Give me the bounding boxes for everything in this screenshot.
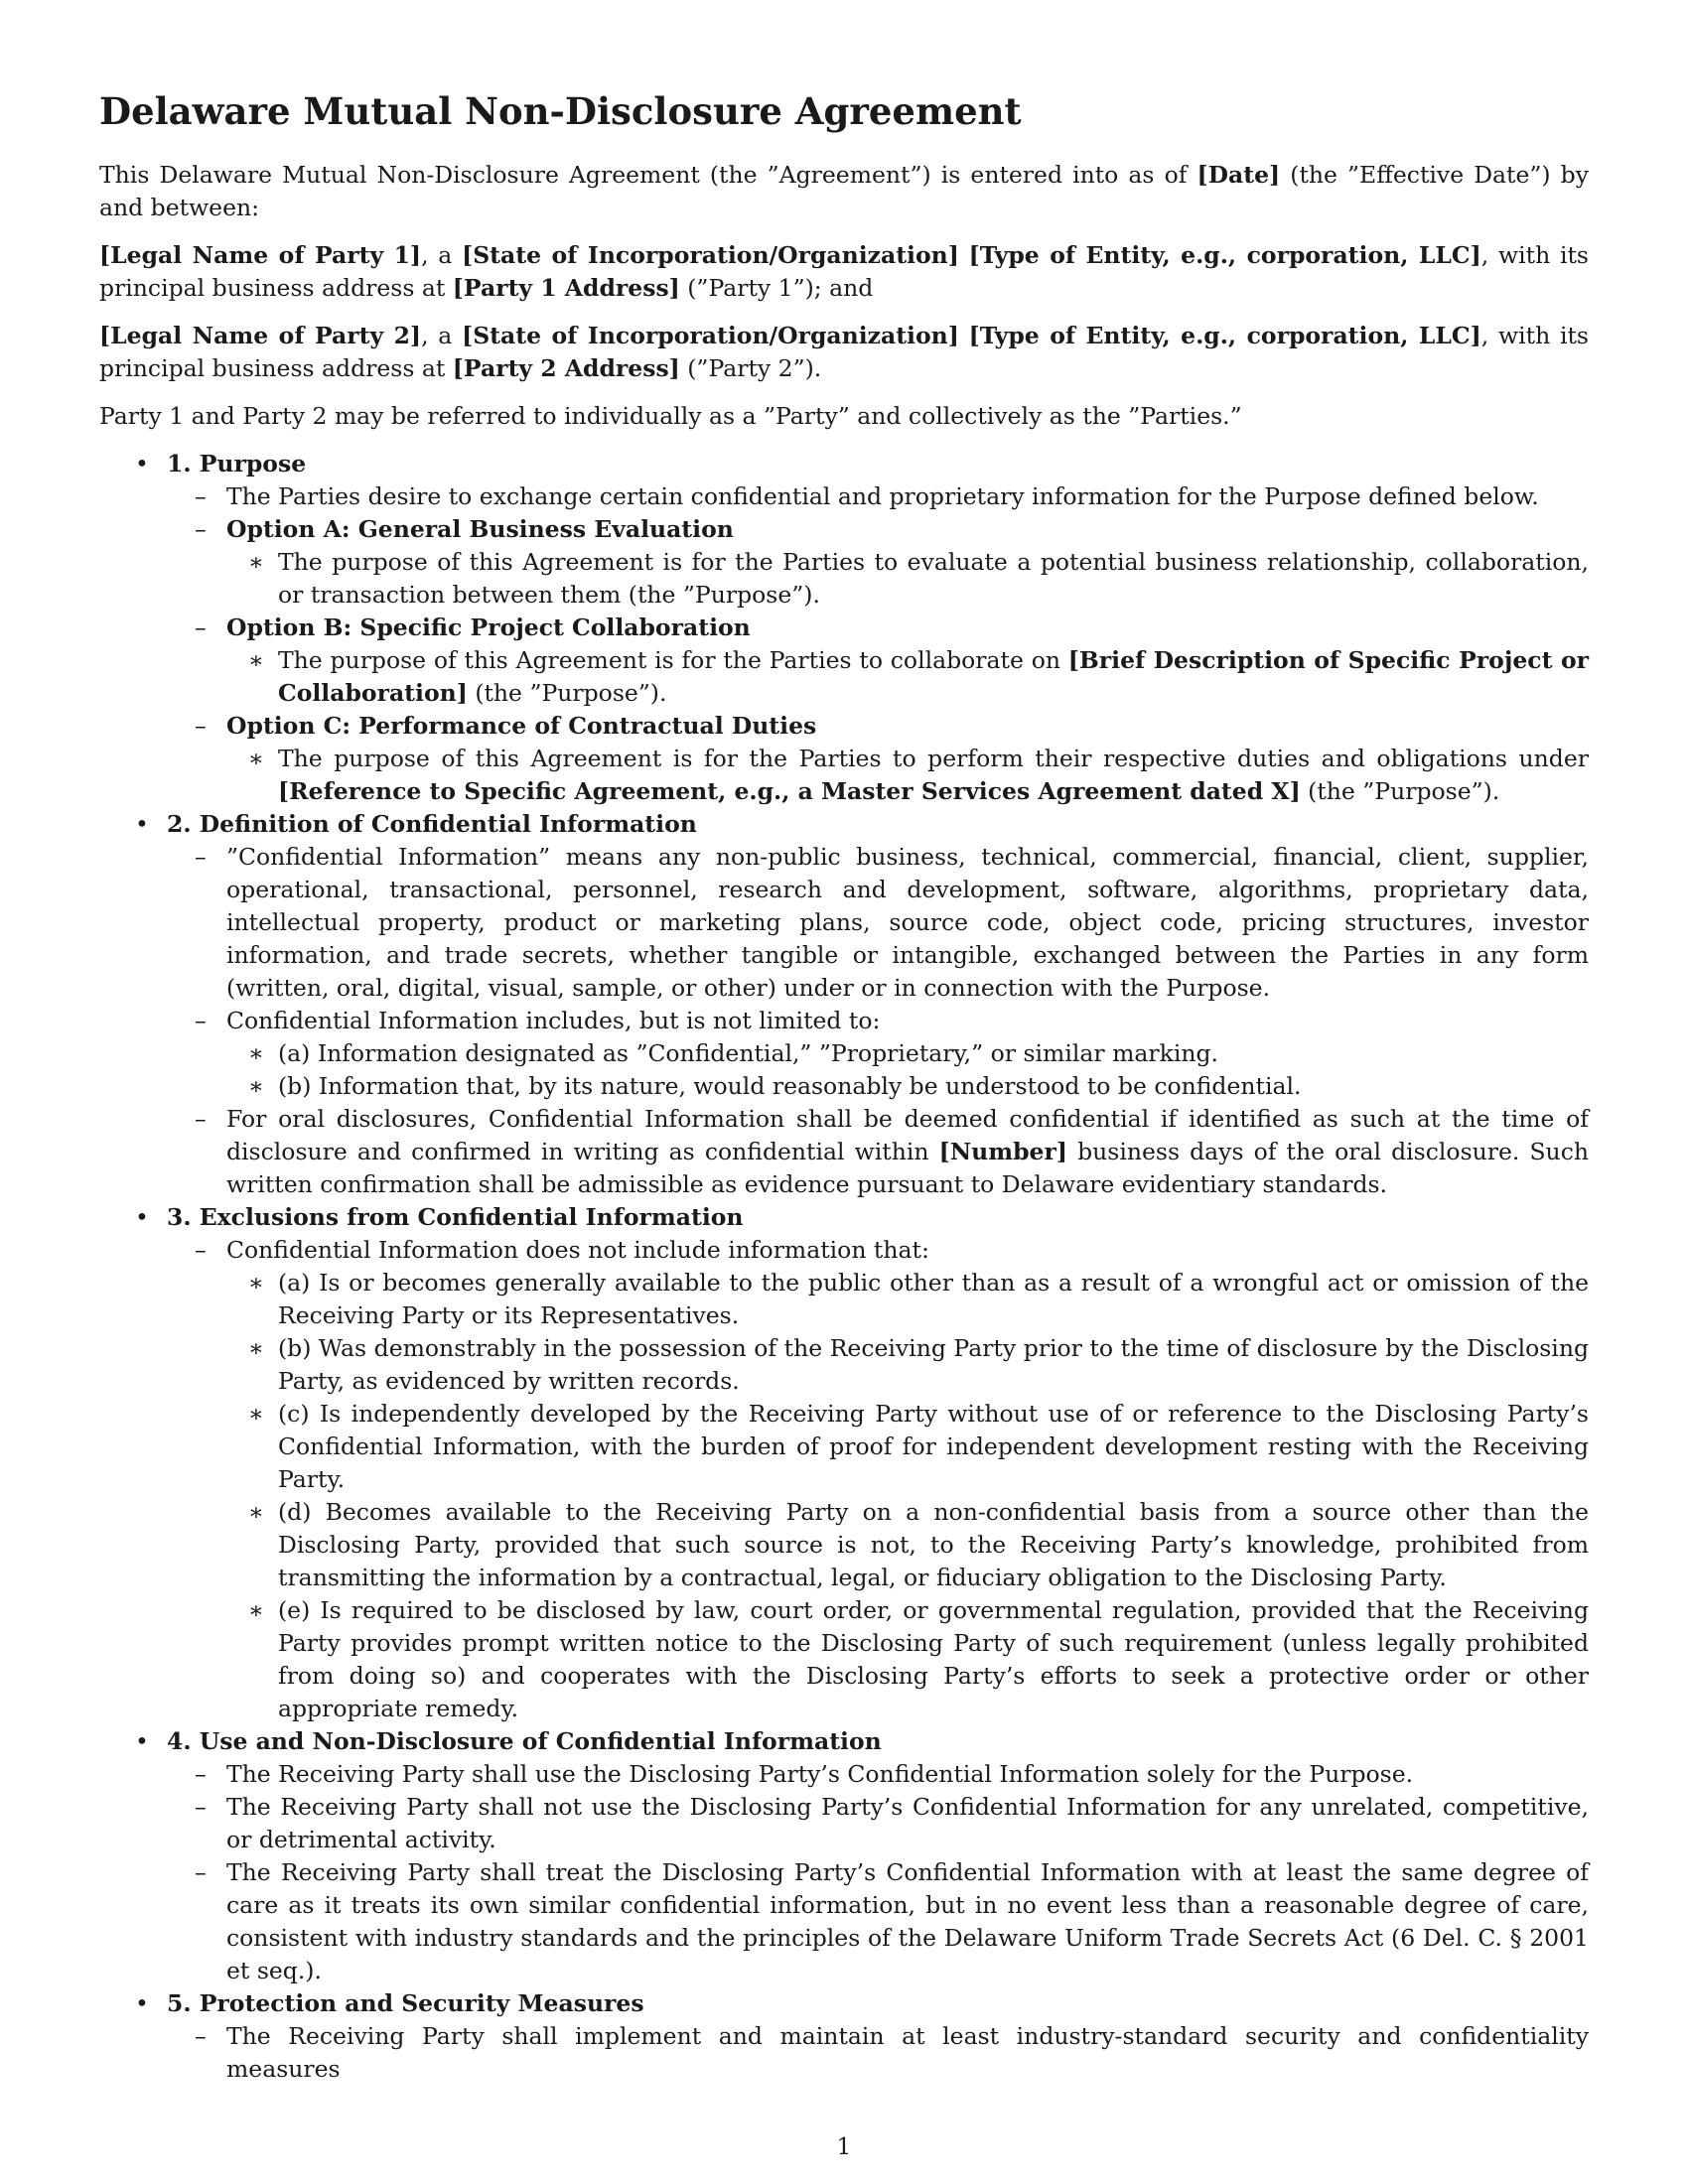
option-a-heading: Option A: General Business Evaluation [226,515,734,543]
party-1-address-placeholder: [Party 1 Address] [452,274,680,302]
effective-date-placeholder: [Date] [1196,161,1281,189]
list-item: ∗ (a) Information designated as ”Confidential,” ”Proprietary,” or similar marking. [99,1037,1589,1070]
dash-marker: – [195,614,207,641]
section-3-heading: 3. Exclusions from Confidential Information [167,1203,744,1231]
dash-marker: – [195,712,207,740]
star-marker: ∗ [248,1334,264,1362]
section-2 [99,808,1589,841]
party-2-paragraph: [Legal Name of Party 2], a [State of Incorporation/Organization] [Type of Entity, e.g., corporation, LLC], with its principal business address at [Party 2 Address] (”Party 2”). [99,322,1589,382]
dash-marker: – [195,515,207,543]
star-marker: ∗ [248,1596,264,1624]
list-item: ∗ (b) Information that, by its nature, would reasonably be understood to be confidential. [99,1070,1589,1103]
list-item: – The Receiving Party shall treat the Disclosing Party’s Confidential Information with at least the same degree of care as it treats its own similar confidential information, but in no event less than a reasonable degree of care, consistent with industry standards and the principles of the Delaware Uniform Trade Secrets Act (6 Del. C. § 2001 et seq.). [195,1858,1589,1984]
star-marker: ∗ [248,1269,264,1297]
bullet-marker: • [135,1727,149,1755]
dash-marker: – [195,2022,207,2050]
section-3 [99,1201,1589,1234]
dash-marker: – [195,482,207,510]
bullet-marker: • [135,450,149,478]
list-item: ∗ The purpose of this Agreement is for the Parties to collaborate on [Brief Description of Specific Project or Collaboration] (the ”Purpose”). [248,646,1589,707]
dash-marker: – [195,1105,207,1133]
party-1-paragraph: [Legal Name of Party 1], a [State of Incorporation/Organization] [Type of Entity, e.g., corporation, LLC], with its principal business address at [Party 1 Address] (”Party 1”); and [99,241,1589,302]
list-item: – The Receiving Party shall use the Disclosing Party’s Confidential Information solely for the Purpose. [99,1758,1589,1791]
number-placeholder: [Number] [938,1138,1068,1165]
party-2-entity-placeholder: [Type of Entity, e.g., corporation, LLC] [968,322,1481,349]
list-item: – ”Confidential Information” means any non-public business, technical, commercial, financial, client, supplier, operational, transactional, personnel, research and development, software, algorithms, proprietary data, intellectual property, product or marketing plans, source code, object code, pricing structures, investor information, and trade secrets, whether tangible or intangible, exchanged between the Parties in any form (written, oral, digital, visual, sample, or other) under or in connection with the Purpose. [195,843,1589,1002]
list-item: – For oral disclosures, Confidential Information shall be deemed confidential if identified as such at the time of disclosure and confirmed in writing as confidential within [Number] business days of the oral disclosure. Such written confirmation shall be admissible as evidence pursuant to Delaware evidentiary standards. [195,1105,1589,1198]
parties-definition-paragraph: Party 1 and Party 2 may be referred to individually as a ”Party” and collectively as the ”Parties.” [99,402,1242,430]
list-item: ∗ The purpose of this Agreement is for the Parties to perform their respective duties and obligations under [Reference to Specific Agreement, e.g., a Master Services Agreement dated X] (the ”Purpose”). [248,745,1589,805]
list-item: – Confidential Information includes, but is not limited to: [99,1005,1589,1037]
party-2-state-placeholder: [State of Incorporation/Organization] [462,322,959,349]
section-4 [99,1725,1589,1758]
dash-marker: – [195,1236,207,1264]
star-marker: ∗ [248,1400,264,1428]
section-2-heading: 2. Definition of Confidential Information [167,810,697,838]
party-2-address-placeholder: [Party 2 Address] [452,354,680,382]
dash-marker: – [195,1007,207,1034]
list-item: ∗ (e) Is required to be disclosed by law, court order, or governmental regulation, provided that the Receiving Party provides prompt written notice to the Disclosing Party of such requirement (unless legally prohibited from doing so) and cooperates with the Disclosing Party’s efforts to seek a protective order or other appropriate remedy. [248,1596,1589,1722]
section-1-heading: 1. Purpose [167,450,307,478]
page-number: 1 [836,2134,852,2160]
list-item: – The Receiving Party shall implement and maintain at least industry-standard security and confidentiality measures [195,2022,1589,2083]
document-body [99,159,1589,2086]
option-a-heading-item [99,513,1589,546]
list-item: ∗ The purpose of this Agreement is for the Parties to evaluate a potential business relationship, collaboration, or transaction between them (the ”Purpose”). [248,548,1589,609]
option-b-heading: Option B: Specific Project Collaboration [226,614,751,641]
list-item: – Confidential Information does not include information that: [99,1234,1589,1267]
bullet-marker: • [135,1989,149,2017]
option-c-heading: Option C: Performance of Contractual Duties [226,712,817,740]
dash-marker: – [195,843,207,871]
list-item: – The Parties desire to exchange certain confidential and proprietary information for the Purpose defined below. [99,480,1589,513]
intro-paragraph: This Delaware Mutual Non-Disclosure Agreement (the ”Agreement”) is entered into as of [Date] (the ”Effective Date”) by and between: [99,161,1589,221]
section-4-heading: 4. Use and Non-Disclosure of Confidential Information [167,1727,882,1755]
list-item: ∗ (b) Was demonstrably in the possession of the Receiving Party prior to the time of disclosure by the Disclosing Party, as evidenced by written records. [248,1334,1589,1395]
list-item: – The Receiving Party shall not use the Disclosing Party’s Confidential Information for any unrelated, competitive, or detrimental activity. [195,1793,1589,1853]
project-description-placeholder: [Brief Description of Specific Project or Collaboration] [278,646,1589,707]
list-item: ∗ (c) Is independently developed by the Receiving Party without use of or reference to the Disclosing Party’s Confidential Information, with the burden of proof for independent development resting with the Receiving Party. [248,1400,1589,1493]
dash-marker: – [195,1793,207,1821]
bullet-marker: • [135,1203,149,1231]
star-marker: ∗ [248,548,264,576]
sections-list [99,448,1589,2086]
party-1-state-placeholder: [State of Incorporation/Organization] [462,241,959,269]
star-marker: ∗ [248,646,264,674]
list-item: ∗ (d) Becomes available to the Receiving Party on a non-confidential basis from a source other than the Disclosing Party, provided that such source is not, to the Receiving Party’s knowledge, prohibited from transmitting the information by a contractual, legal, or fiduciary obligation to the Disclosing Party. [248,1498,1589,1591]
party-1-name-placeholder: [Legal Name of Party 1] [99,241,422,269]
section-5 [99,1987,1589,2020]
bullet-marker: • [135,810,149,838]
option-b-heading-item [99,612,1589,644]
agreement-reference-placeholder: [Reference to Specific Agreement, e.g., a Master Services Agreement dated X] [278,777,1301,805]
star-marker: ∗ [248,1498,264,1526]
star-marker: ∗ [248,745,264,772]
section-1 [99,448,1589,480]
document-page [99,0,1589,2184]
dash-marker: – [195,1760,207,1788]
dash-marker: – [195,1858,207,1886]
section-5-heading: 5. Protection and Security Measures [167,1989,644,2017]
star-marker: ∗ [248,1072,264,1100]
party-2-name-placeholder: [Legal Name of Party 2] [99,322,422,349]
star-marker: ∗ [248,1039,264,1067]
party-1-entity-placeholder: [Type of Entity, e.g., corporation, LLC] [968,241,1481,269]
option-c-heading-item [99,710,1589,743]
document-title: Delaware Mutual Non-Disclosure Agreement [99,89,1022,133]
list-item: ∗ (a) Is or becomes generally available to the public other than as a result of a wrongful act or omission of the Receiving Party or its Representatives. [248,1269,1589,1329]
